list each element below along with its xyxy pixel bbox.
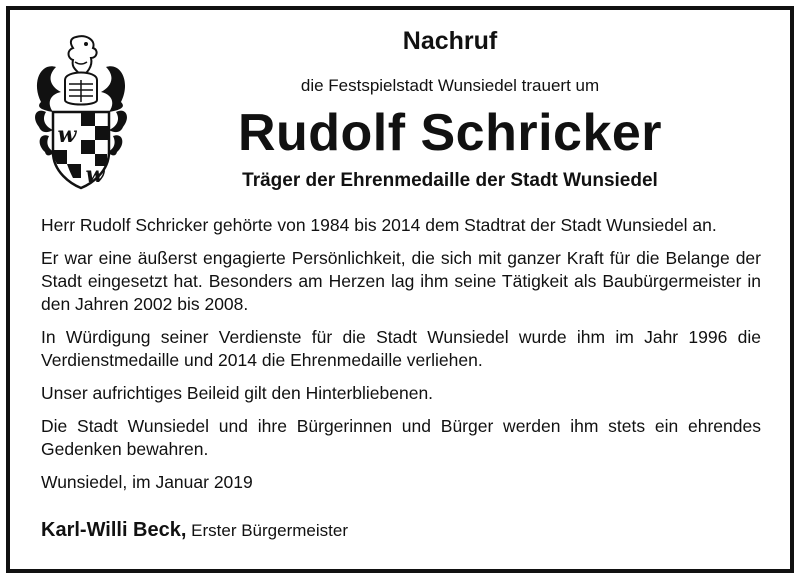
paragraph: Er war eine äußerst engagierte Persönlichkeit, die sich mit ganzer Kraft für die Belange der Stadt eingesetzt hat. Besonders am Herzen lag ihm seine Tätigkeit als Baubürgermeister in den Jahren 2002 bis 2008. <box>41 248 761 314</box>
paragraph: Die Stadt Wunsiedel und ihre Bürgerinnen und Bürger werden ihm stets ein ehrendes Gedenken bewahren. <box>41 416 761 459</box>
paragraph: Unser aufrichtiges Beileid gilt den Hinterbliebenen. <box>41 383 434 403</box>
obituary-body <box>41 214 761 504</box>
heading: Nachruf <box>402 27 498 55</box>
date-line: Wunsiedel, im Januar 2019 <box>41 472 253 492</box>
svg-text:w: w <box>57 122 77 148</box>
paragraph: In Würdigung seiner Verdienste für die Stadt Wunsiedel wurde ihm im Jahr 1996 die Verdienstmedaille und 2014 die Ehrenmedaille verliehen. <box>41 327 761 370</box>
deceased-name: Rudolf Schricker <box>237 104 663 162</box>
intro-line: die Festspielstadt Wunsiedel trauert um <box>300 76 600 95</box>
signature <box>41 519 348 542</box>
coat-of-arms-icon <box>31 32 131 192</box>
signatory-name: Karl-Willi Beck, <box>41 519 187 541</box>
paragraph: Herr Rudolf Schricker gehörte von 1984 bis 2014 dem Stadtrat der Stadt Wunsiedel an. <box>41 215 717 235</box>
svg-text:w: w <box>85 162 105 188</box>
award-line: Träger der Ehrenmedaille der Stadt Wunsiedel <box>242 170 658 191</box>
signatory-title: Erster Bürgermeister <box>191 521 348 540</box>
